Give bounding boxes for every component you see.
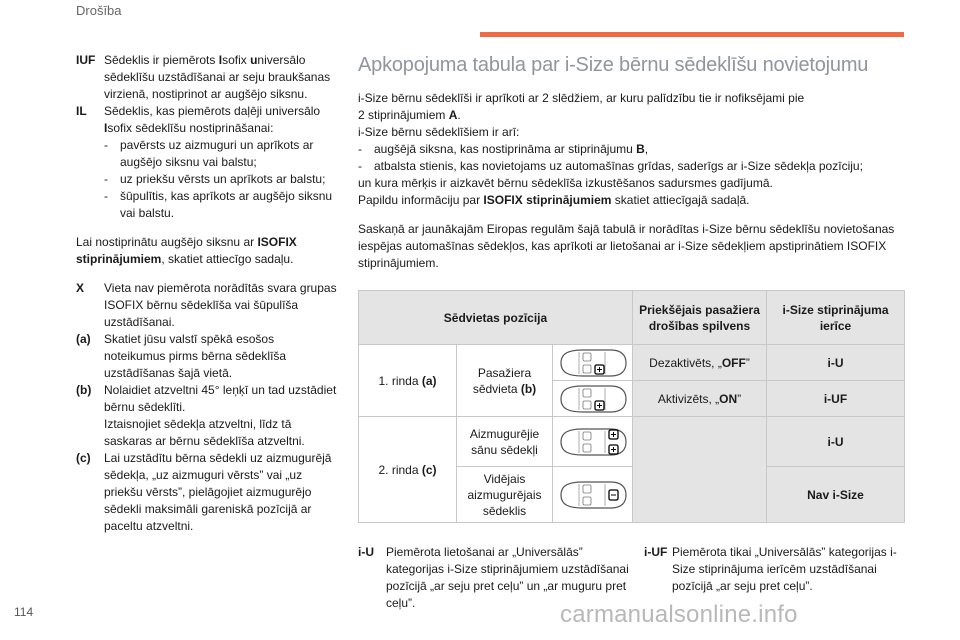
- note-c: [76, 450, 338, 535]
- header-seat-position: Sēdvietas pozīcija: [359, 291, 633, 345]
- intro-list-item: - atbalsta stienis, kas novietojams uz automašīnas grīdas, saderīgs ar i-Size sēdekļa pozīciju;: [358, 159, 863, 173]
- il-list-item: - šūpulītis, kas aprīkots ar augšējo siksnu vai balstu.: [104, 189, 333, 220]
- car-seat-front-icon: [557, 347, 629, 379]
- term-x: X: [76, 281, 85, 295]
- term-iuf: IUF: [76, 53, 96, 67]
- table-header-row: [359, 291, 905, 345]
- definition-x-text: Vieta nav piemērota norādītās svara grupas ISOFIX bērnu sēdeklīša vai šūpulīša uzstādīšanai.: [104, 281, 337, 329]
- row2-airbag-empty: [633, 417, 767, 523]
- header-accent-bar: [480, 32, 904, 37]
- footnote-iu-term: i-U: [358, 545, 374, 559]
- note-b-text: Nolaidiet atzveltni 45° leņķī un tad uzstādiet bērnu sēdeklīti. Iztaisnojiet sēdekļa atzveltni, līdz tā saskaras ar bērnu sēdeklīša atzveltni.: [104, 383, 337, 448]
- il-list-item: - uz priekšu vērsts un aprīkots ar balstu;: [104, 172, 326, 186]
- page-number: 114: [14, 605, 34, 619]
- regulation-paragraph: Saskaņā ar jaunākajām Eiropas regulām šajā tabulā ir norādītas i-Size bērnu sēdeklīšu novietošanas iespējas automašīnas sēdekļos, kas aprīkoti ar lietošanai ar i-Size sēdekļiem apstiprinātiem ISOFIX stiprinājumiem.: [358, 222, 895, 270]
- row2b-isize-value: Nav i-Size: [767, 467, 905, 523]
- row2a-car-diagram: [553, 417, 633, 467]
- definition-iuf: [76, 52, 338, 103]
- intro-paragraph: i-Size bērnu sēdeklīši ir aprīkoti ar 2 slēdžiem, ar kuru palīdzību tie ir nofiksējami pie 2 stiprinājumiem A. i-Size bērnu sēdeklīšiem ir arī: - augšējā siksna, kas nostiprināma ar stiprinājumu B, - atbalsta stienis, kas novietojams uz automašīnas grīdas, saderīgs ar i-Size sēdekļa pozīciju; un kura mērķis ir aizkavēt bērnu sēdeklīša izkustēšanos sadursmes gadījumā. Papildu informāciju par ISOFIX stiprinājumiem skatiet attiecīgajā sadaļā.: [358, 90, 906, 209]
- row2a-isize-value: i-U: [767, 417, 905, 467]
- top-tether-paragraph: Lai nostiprinātu augšējo siksnu ar ISOFIX stiprinājumiem, skatiet attiecīgo sadaļu.: [76, 235, 297, 266]
- row1-seat: Pasažiera sēdvieta (b): [457, 345, 553, 417]
- intro-list-item: - augšējā siksna, kas nostiprināma ar stiprinājumu B,: [358, 142, 649, 156]
- car-seat-front-icon: [557, 383, 629, 415]
- car-seat-rear-sides-icon: [557, 426, 629, 458]
- footnote-iuf: [644, 544, 904, 595]
- definition-iuf-text: Sēdeklis ir piemērots Isofix universālo sēdeklīšu uzstādīšanai ar seju braukšanas virzienā, nostiprinot ar augšējo siksnu.: [104, 53, 331, 101]
- row1b-car-diagram: [553, 381, 633, 417]
- term-a: (a): [76, 332, 91, 346]
- row1a-isize-value: i-U: [767, 345, 905, 381]
- row2-label: 2. rinda (c): [359, 417, 457, 523]
- footnote-iuf-term: i-UF: [644, 545, 668, 559]
- row2b-seat: Vidējais aizmugurējais sēdeklis: [457, 467, 553, 523]
- section-title: Drošība: [76, 3, 122, 18]
- row1b-isize-value: i-UF: [767, 381, 905, 417]
- row1a-car-diagram: [553, 345, 633, 381]
- watermark: carmanualsonline.info: [560, 601, 798, 628]
- definition-x: [76, 280, 338, 331]
- note-c-text: Lai uzstādītu bērna sēdekli uz aizmugurējā sēdekļa, „uz aizmuguri vērsts” vai „uz priekšu vērsts”, pielāgojiet aizmugurējo sēdekli maksimāli gareniskā pozīcijā ar paceltu atzveltni.: [104, 451, 332, 533]
- row1a-airbag: Dezaktivēts, „OFF”: [633, 345, 767, 381]
- section-heading: Apkopojuma tabula par i-Size bērnu sēdeklīšu novietojumu: [358, 54, 869, 76]
- left-column: [76, 52, 338, 535]
- right-column: [358, 52, 906, 272]
- row2b-car-diagram: [553, 467, 633, 523]
- term-il: IL: [76, 104, 87, 118]
- note-b: [76, 382, 338, 450]
- header-isize: i-Size stiprinājuma ierīce: [767, 291, 905, 345]
- footnote-iu-text: Piemērota lietošanai ar „Universālās” kategorijas i-Size stiprinājumiem uzstādīšanai pozīcijā „ar seju pret ceļu” un „ar muguru pret ceļu”.: [386, 545, 629, 610]
- table-row: [359, 345, 905, 381]
- definition-il: [76, 103, 338, 222]
- footnote-iuf-text: Piemērota tikai „Universālās” kategorijas i-Size stiprinājuma ierīcēm uzstādīšanai pozīcijā „ar seju pret ceļu”.: [672, 545, 897, 593]
- car-seat-rear-center-icon: [557, 479, 629, 511]
- row1-label: 1. rinda (a): [359, 345, 457, 417]
- header-airbag: Priekšējais pasažiera drošības spilvens: [633, 291, 767, 345]
- note-a: [76, 331, 338, 382]
- term-c: (c): [76, 451, 91, 465]
- isize-table: [358, 290, 905, 523]
- note-a-text: Skatiet jūsu valstī spēkā esošos noteikumus pirms bērna sēdeklīša uzstādīšanas šajā vietā.: [104, 332, 287, 380]
- row2a-seat: Aizmugurējie sānu sēdekļi: [457, 417, 553, 467]
- row1b-airbag: Aktivizēts, „ON”: [633, 381, 767, 417]
- il-list-item: - pavērsts uz aizmuguri un aprīkots ar augšējo siksnu vai balstu;: [104, 138, 314, 169]
- table-row: [359, 417, 905, 467]
- term-b: (b): [76, 383, 92, 397]
- definition-il-text: Sēdeklis, kas piemērots daļēji universālo Isofix sēdeklīšu nostiprināšanai: - pavērsts uz aizmuguri un aprīkots ar augšējo siksnu vai balstu; - uz priekšu vērsts un aprīkots ar balstu; - šūpulītis, kas aprīkots ar augšējo siksnu vai balstu.: [104, 103, 338, 222]
